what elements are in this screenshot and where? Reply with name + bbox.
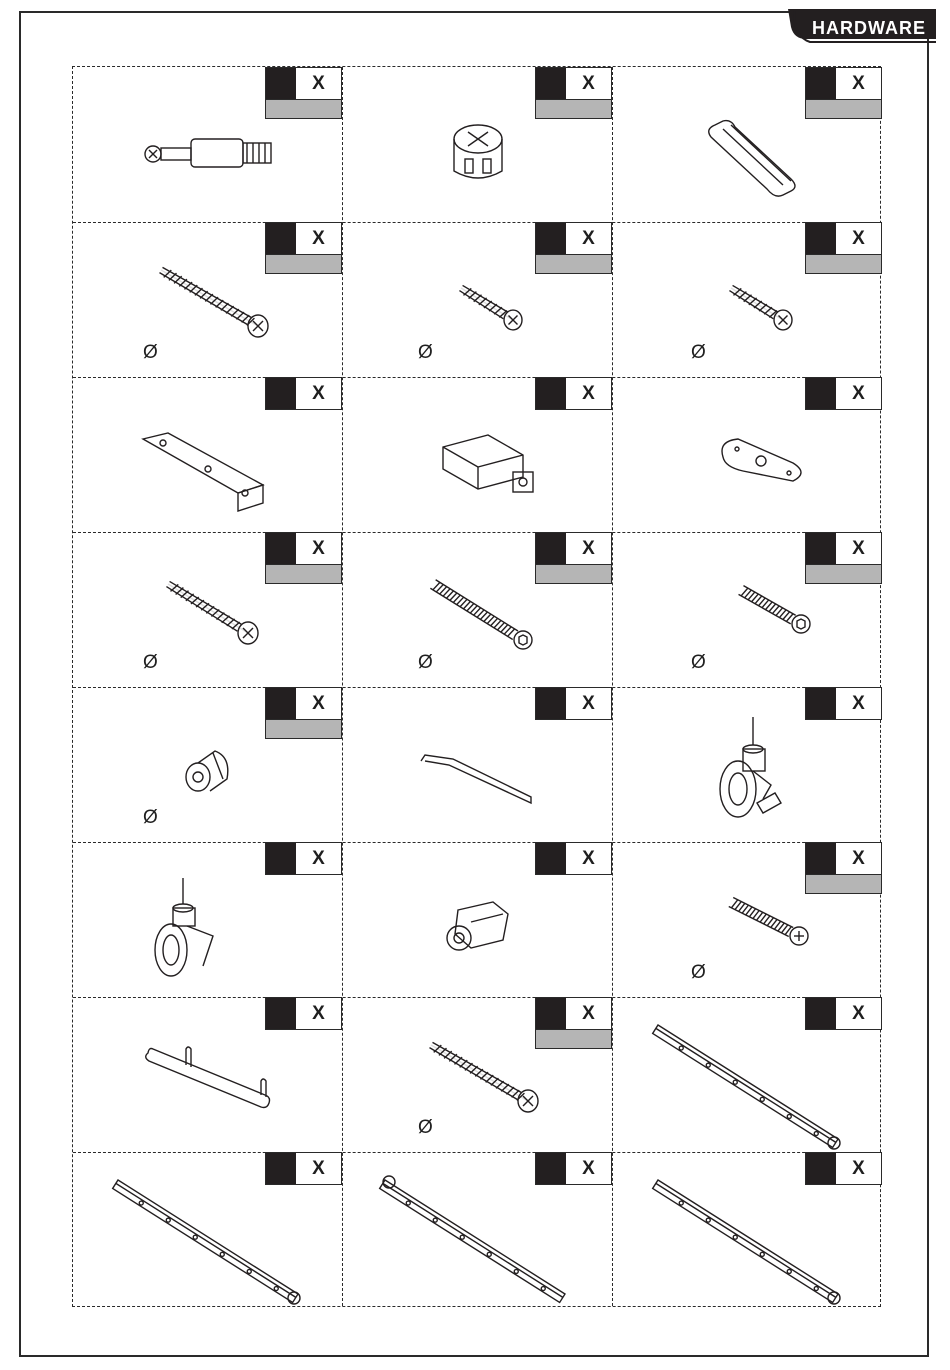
quantity-marker: X <box>296 1153 341 1184</box>
part-label-bar <box>535 254 612 274</box>
quantity-marker: X <box>296 843 341 874</box>
quantity-box <box>806 1153 836 1184</box>
quantity-box <box>266 688 296 719</box>
quantity-badge <box>265 842 342 875</box>
hardware-item <box>73 67 342 222</box>
quantity-badge <box>805 532 882 565</box>
quantity-marker: X <box>566 533 611 564</box>
quantity-badge <box>535 67 612 100</box>
quantity-marker: X <box>566 1153 611 1184</box>
quantity-badge <box>265 532 342 565</box>
quantity-badge <box>805 67 882 100</box>
quantity-badge <box>805 687 882 720</box>
hardware-item <box>343 377 612 532</box>
part-label-bar <box>805 99 882 119</box>
hardware-item <box>343 842 612 997</box>
hardware-item <box>613 67 882 222</box>
quantity-marker: X <box>836 998 881 1029</box>
quantity-marker: X <box>566 998 611 1029</box>
quantity-marker: X <box>296 533 341 564</box>
hardware-item <box>613 377 882 532</box>
quantity-box <box>266 843 296 874</box>
hardware-item <box>73 1152 342 1307</box>
quantity-marker: X <box>566 378 611 409</box>
diameter-symbol: Ø <box>418 652 433 673</box>
quantity-badge <box>265 222 342 255</box>
hardware-item <box>613 997 882 1152</box>
quantity-marker: X <box>296 688 341 719</box>
hardware-item <box>613 687 882 842</box>
quantity-marker: X <box>296 68 341 99</box>
diameter-symbol: Ø <box>418 342 433 363</box>
quantity-box <box>806 843 836 874</box>
hardware-item <box>613 532 882 687</box>
part-label-bar <box>535 1029 612 1049</box>
quantity-badge <box>805 222 882 255</box>
diameter-symbol: Ø <box>418 1117 433 1138</box>
part-label-bar <box>265 254 342 274</box>
quantity-badge <box>535 377 612 410</box>
hardware-item <box>73 842 342 997</box>
diameter-symbol: Ø <box>691 342 706 363</box>
quantity-badge <box>265 997 342 1030</box>
quantity-badge <box>535 222 612 255</box>
quantity-badge <box>535 1152 612 1185</box>
quantity-box <box>266 998 296 1029</box>
diameter-symbol: Ø <box>691 652 706 673</box>
quantity-marker: X <box>566 223 611 254</box>
hardware-item <box>343 532 612 687</box>
part-label-bar <box>805 564 882 584</box>
quantity-box <box>536 223 566 254</box>
quantity-marker: X <box>836 223 881 254</box>
quantity-badge <box>535 687 612 720</box>
quantity-box <box>266 223 296 254</box>
quantity-marker: X <box>836 68 881 99</box>
hardware-item <box>73 997 342 1152</box>
quantity-badge <box>805 842 882 875</box>
part-label-bar <box>805 254 882 274</box>
quantity-marker: X <box>836 533 881 564</box>
quantity-badge <box>265 377 342 410</box>
quantity-badge <box>535 842 612 875</box>
quantity-box <box>266 533 296 564</box>
quantity-box <box>536 533 566 564</box>
part-label-bar <box>265 564 342 584</box>
quantity-box <box>806 688 836 719</box>
quantity-box <box>806 223 836 254</box>
hardware-item <box>343 67 612 222</box>
quantity-box <box>806 998 836 1029</box>
quantity-marker: X <box>566 68 611 99</box>
hardware-item <box>343 222 612 377</box>
quantity-badge <box>265 1152 342 1185</box>
quantity-box <box>536 1153 566 1184</box>
quantity-marker: X <box>836 688 881 719</box>
part-label-bar <box>265 719 342 739</box>
diameter-symbol: Ø <box>143 342 158 363</box>
hardware-grid <box>72 66 881 1307</box>
quantity-marker: X <box>566 688 611 719</box>
hardware-item <box>73 687 342 842</box>
quantity-badge <box>535 532 612 565</box>
quantity-box <box>266 378 296 409</box>
part-label-bar <box>805 874 882 894</box>
quantity-box <box>266 1153 296 1184</box>
diameter-symbol: Ø <box>143 652 158 673</box>
part-label-bar <box>535 99 612 119</box>
quantity-box <box>536 843 566 874</box>
hardware-item <box>613 222 882 377</box>
quantity-badge <box>265 687 342 720</box>
quantity-box <box>536 998 566 1029</box>
quantity-marker: X <box>836 1153 881 1184</box>
quantity-badge <box>805 1152 882 1185</box>
quantity-badge <box>805 377 882 410</box>
hardware-item <box>73 222 342 377</box>
diameter-symbol: Ø <box>691 962 706 983</box>
quantity-box <box>536 378 566 409</box>
hardware-item <box>613 842 882 997</box>
quantity-marker: X <box>566 843 611 874</box>
quantity-box <box>806 68 836 99</box>
hardware-item <box>343 1152 612 1307</box>
hardware-item <box>343 687 612 842</box>
quantity-marker: X <box>296 378 341 409</box>
quantity-badge <box>535 997 612 1030</box>
part-label-bar <box>535 564 612 584</box>
part-label-bar <box>265 99 342 119</box>
quantity-marker: X <box>296 223 341 254</box>
quantity-marker: X <box>296 998 341 1029</box>
hardware-tab-label: HARDWARE <box>812 18 926 38</box>
quantity-marker: X <box>836 378 881 409</box>
hardware-item <box>73 532 342 687</box>
quantity-box <box>806 533 836 564</box>
quantity-box <box>536 688 566 719</box>
quantity-box <box>806 378 836 409</box>
hardware-item <box>343 997 612 1152</box>
hardware-tab <box>788 9 936 46</box>
quantity-box <box>536 68 566 99</box>
quantity-box <box>266 68 296 99</box>
quantity-marker: X <box>836 843 881 874</box>
quantity-badge <box>805 997 882 1030</box>
quantity-badge <box>265 67 342 100</box>
hardware-item <box>613 1152 882 1307</box>
hardware-item <box>73 377 342 532</box>
diameter-symbol: Ø <box>143 807 158 828</box>
